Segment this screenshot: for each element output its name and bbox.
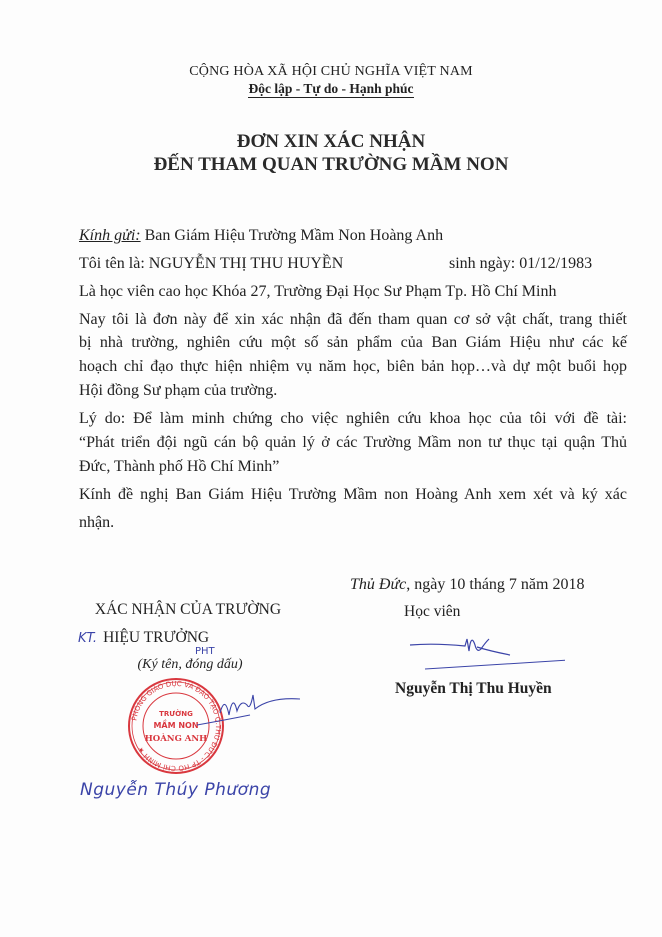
greeting-label: Kính gửi: — [79, 227, 141, 244]
handwritten-pht: PHT — [195, 646, 215, 657]
request-line: Hội đồng Sư phạm của trường. — [79, 382, 278, 399]
name-line — [79, 255, 639, 273]
applicant-name: Tôi tên là: NGUYỄN THỊ THU HUYỀN — [79, 255, 344, 272]
place-date — [350, 576, 584, 594]
handwritten-principal-name: Nguyễn Thúy Phương — [80, 780, 272, 800]
handwritten-kt: KT. — [78, 631, 98, 646]
signature-note: (Ký tên, đóng dấu) — [137, 657, 243, 672]
closing-line: nhận. — [79, 514, 115, 531]
date-text: , ngày 10 tháng 7 năm 2018 — [406, 576, 585, 593]
principal-role: HIỆU TRƯỞNG — [103, 629, 210, 646]
request-line: Nay tôi là đơn này để xin xác nhận đã đến tham quan cơ sở vật chất, trang thiết — [79, 311, 627, 328]
request-line: hoạch chỉ đạo thực hiện nhiệm vụ năm học, biên bản họp…và dự một buổi họp — [79, 358, 627, 375]
document-title-line1: ĐƠN XIN XÁC NHẬN — [236, 131, 426, 152]
document-title-line2: ĐẾN THAM QUAN TRƯỜNG MẦM NON — [153, 154, 509, 175]
student-signature — [405, 625, 565, 673]
greeting-line — [79, 227, 443, 245]
svg-text:TRƯỜNG: TRƯỜNG — [159, 710, 193, 718]
reason-line: Lý do: Để làm minh chứng cho việc nghiên cứu khoa học của tôi với đề tài: — [79, 410, 627, 427]
svg-text:MẦM NON: MẦM NON — [153, 721, 199, 730]
school-confirmation-title: XÁC NHẬN CỦA TRƯỜNG — [94, 601, 282, 618]
principal-signature — [195, 685, 305, 735]
date-of-birth: sinh ngày: 01/12/1983 — [449, 255, 593, 272]
national-title: CỘNG HÒA XÃ HỘI CHỦ NGHĨA VIỆT NAM — [189, 64, 473, 79]
student-line: Là học viên cao học Khóa 27, Trường Đại Học Sư Phạm Tp. Hồ Chí Minh — [79, 283, 557, 300]
place: Thủ Đức — [350, 576, 407, 593]
student-name: Nguyễn Thị Thu Huyền — [395, 680, 552, 697]
motto — [0, 81, 662, 97]
closing-line: Kính đề nghị Ban Giám Hiệu Trường Mầm non Hoàng Anh xem xét và ký xác — [79, 486, 627, 503]
request-line: bị nhà trường, nghiên cứu một số sản phẩm của Ban Giám Hiệu như các kế — [79, 334, 627, 351]
motto-text: Độc lập - Tự do - Hạnh phúc — [248, 81, 414, 96]
reason-line: Đức, Thành phố Hồ Chí Minh” — [79, 458, 280, 475]
student-role: Học viên — [404, 603, 461, 620]
reason-line: “Phát triển đội ngũ cán bộ quản lý ở các Trường Mầm non tư thục tại quận Thủ — [79, 434, 627, 451]
svg-text:HOÀNG ANH: HOÀNG ANH — [144, 734, 208, 744]
principal-role-line — [78, 629, 318, 647]
greeting-recipient: Ban Giám Hiệu Trường Mầm Non Hoàng Anh — [140, 227, 444, 244]
svg-text:PHÒNG GIÁO DỤC VÀ ĐÀO TẠO Q.TH: PHÒNG GIÁO DỤC VÀ ĐÀO TẠO Q.THỦ ĐỨC - TP HỒ CHÍ MINH ★ — [130, 679, 223, 773]
